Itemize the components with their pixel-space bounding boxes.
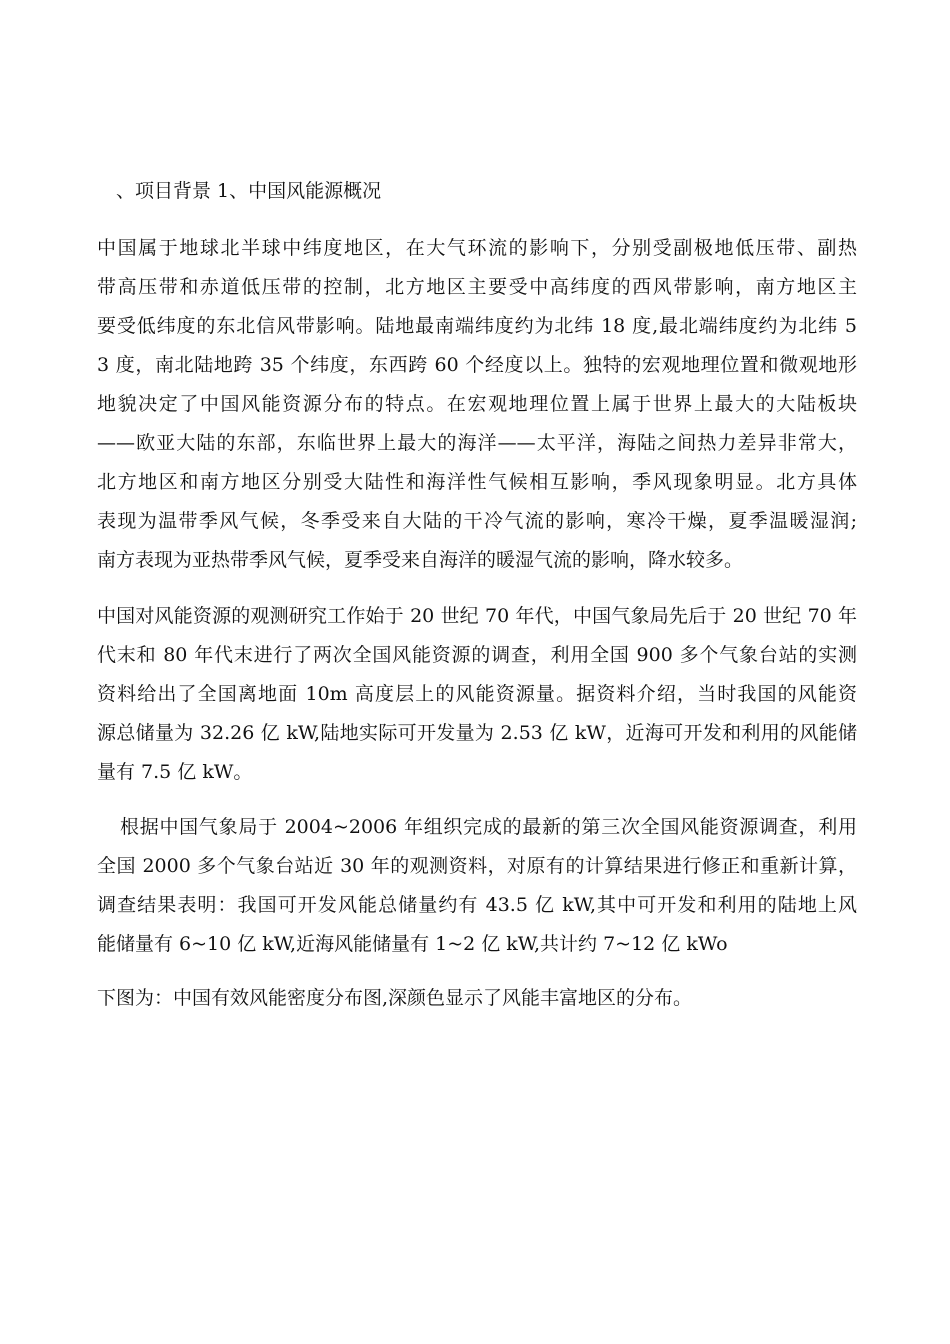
paragraph-1-line-6: ——欧亚大陆的东部，东临世界上最大的海洋——太平洋，海陆之间热力差异非常大， bbox=[97, 432, 857, 454]
figure-caption-intro: 下图为：中国有效风能密度分布图,深颜色显示了风能丰富地区的分布。 bbox=[97, 987, 693, 1009]
paragraph-2-line-3: 资料给出了全国离地面 10m 高度层上的风能资源量。据资料介绍，当时我国的风能资 bbox=[97, 683, 857, 705]
paragraph-1-line-7: 北方地区和南方地区分别受大陆性和海洋性气候相互影响，季风现象明显。北方具体 bbox=[97, 471, 857, 493]
paragraph-2-line-5: 量有 7.5 亿 kW。 bbox=[97, 761, 253, 783]
paragraph-2-line-4: 源总储量为 32.26 亿 kW,陆地实际可开发量为 2.53 亿 kW，近海可开发和利用的风能储 bbox=[97, 722, 857, 744]
paragraph-1-line-1: 中国属于地球北半球中纬度地区，在大气环流的影响下，分别受副极地低压带、副热 bbox=[97, 237, 857, 259]
paragraph-1-line-3: 要受低纬度的东北信风带影响。陆地最南端纬度约为北纬 18 度,最北端纬度约为北纬 5 bbox=[97, 315, 857, 337]
paragraph-3-line-1: 根据中国气象局于 2004~2006 年组织完成的最新的第三次全国风能资源调查，利用 bbox=[120, 816, 857, 838]
paragraph-3-line-2: 全国 2000 多个气象台站近 30 年的观测资料，对原有的计算结果进行修正和重新计算， bbox=[97, 855, 857, 877]
paragraph-1-line-2: 带高压带和赤道低压带的控制，北方地区主要受中高纬度的西风带影响，南方地区主 bbox=[97, 276, 857, 298]
section-heading: 、项目背景 1、中国风能源概况 bbox=[116, 180, 382, 202]
paragraph-1-line-8: 表现为温带季风气候，冬季受来自大陆的干冷气流的影响，寒冷干燥，夏季温暖湿润; bbox=[97, 510, 857, 532]
paragraph-1-line-5: 地貌决定了中国风能资源分布的特点。在宏观地理位置上属于世界上最大的大陆板块 bbox=[97, 393, 857, 415]
paragraph-1-line-9: 南方表现为亚热带季风气候，夏季受来自海洋的暖湿气流的影响，降水较多。 bbox=[97, 549, 744, 571]
paragraph-2-line-2: 代末和 80 年代末进行了两次全国风能资源的调查，利用全国 900 多个气象台站的实测 bbox=[97, 644, 857, 666]
paragraph-1-line-4: 3 度，南北陆地跨 35 个纬度，东西跨 60 个经度以上。独特的宏观地理位置和微观地形 bbox=[97, 354, 857, 376]
paragraph-3-line-3: 调查结果表明：我国可开发风能总储量约有 43.5 亿 kW,其中可开发和利用的陆地上风 bbox=[97, 894, 857, 916]
paragraph-2-line-1: 中国对风能资源的观测研究工作始于 20 世纪 70 年代，中国气象局先后于 20 世纪 70 年 bbox=[97, 605, 857, 627]
paragraph-3-line-4: 能储量有 6~10 亿 kW,近海风能储量有 1~2 亿 kW,共计约 7~12 亿 kWo bbox=[97, 933, 728, 955]
